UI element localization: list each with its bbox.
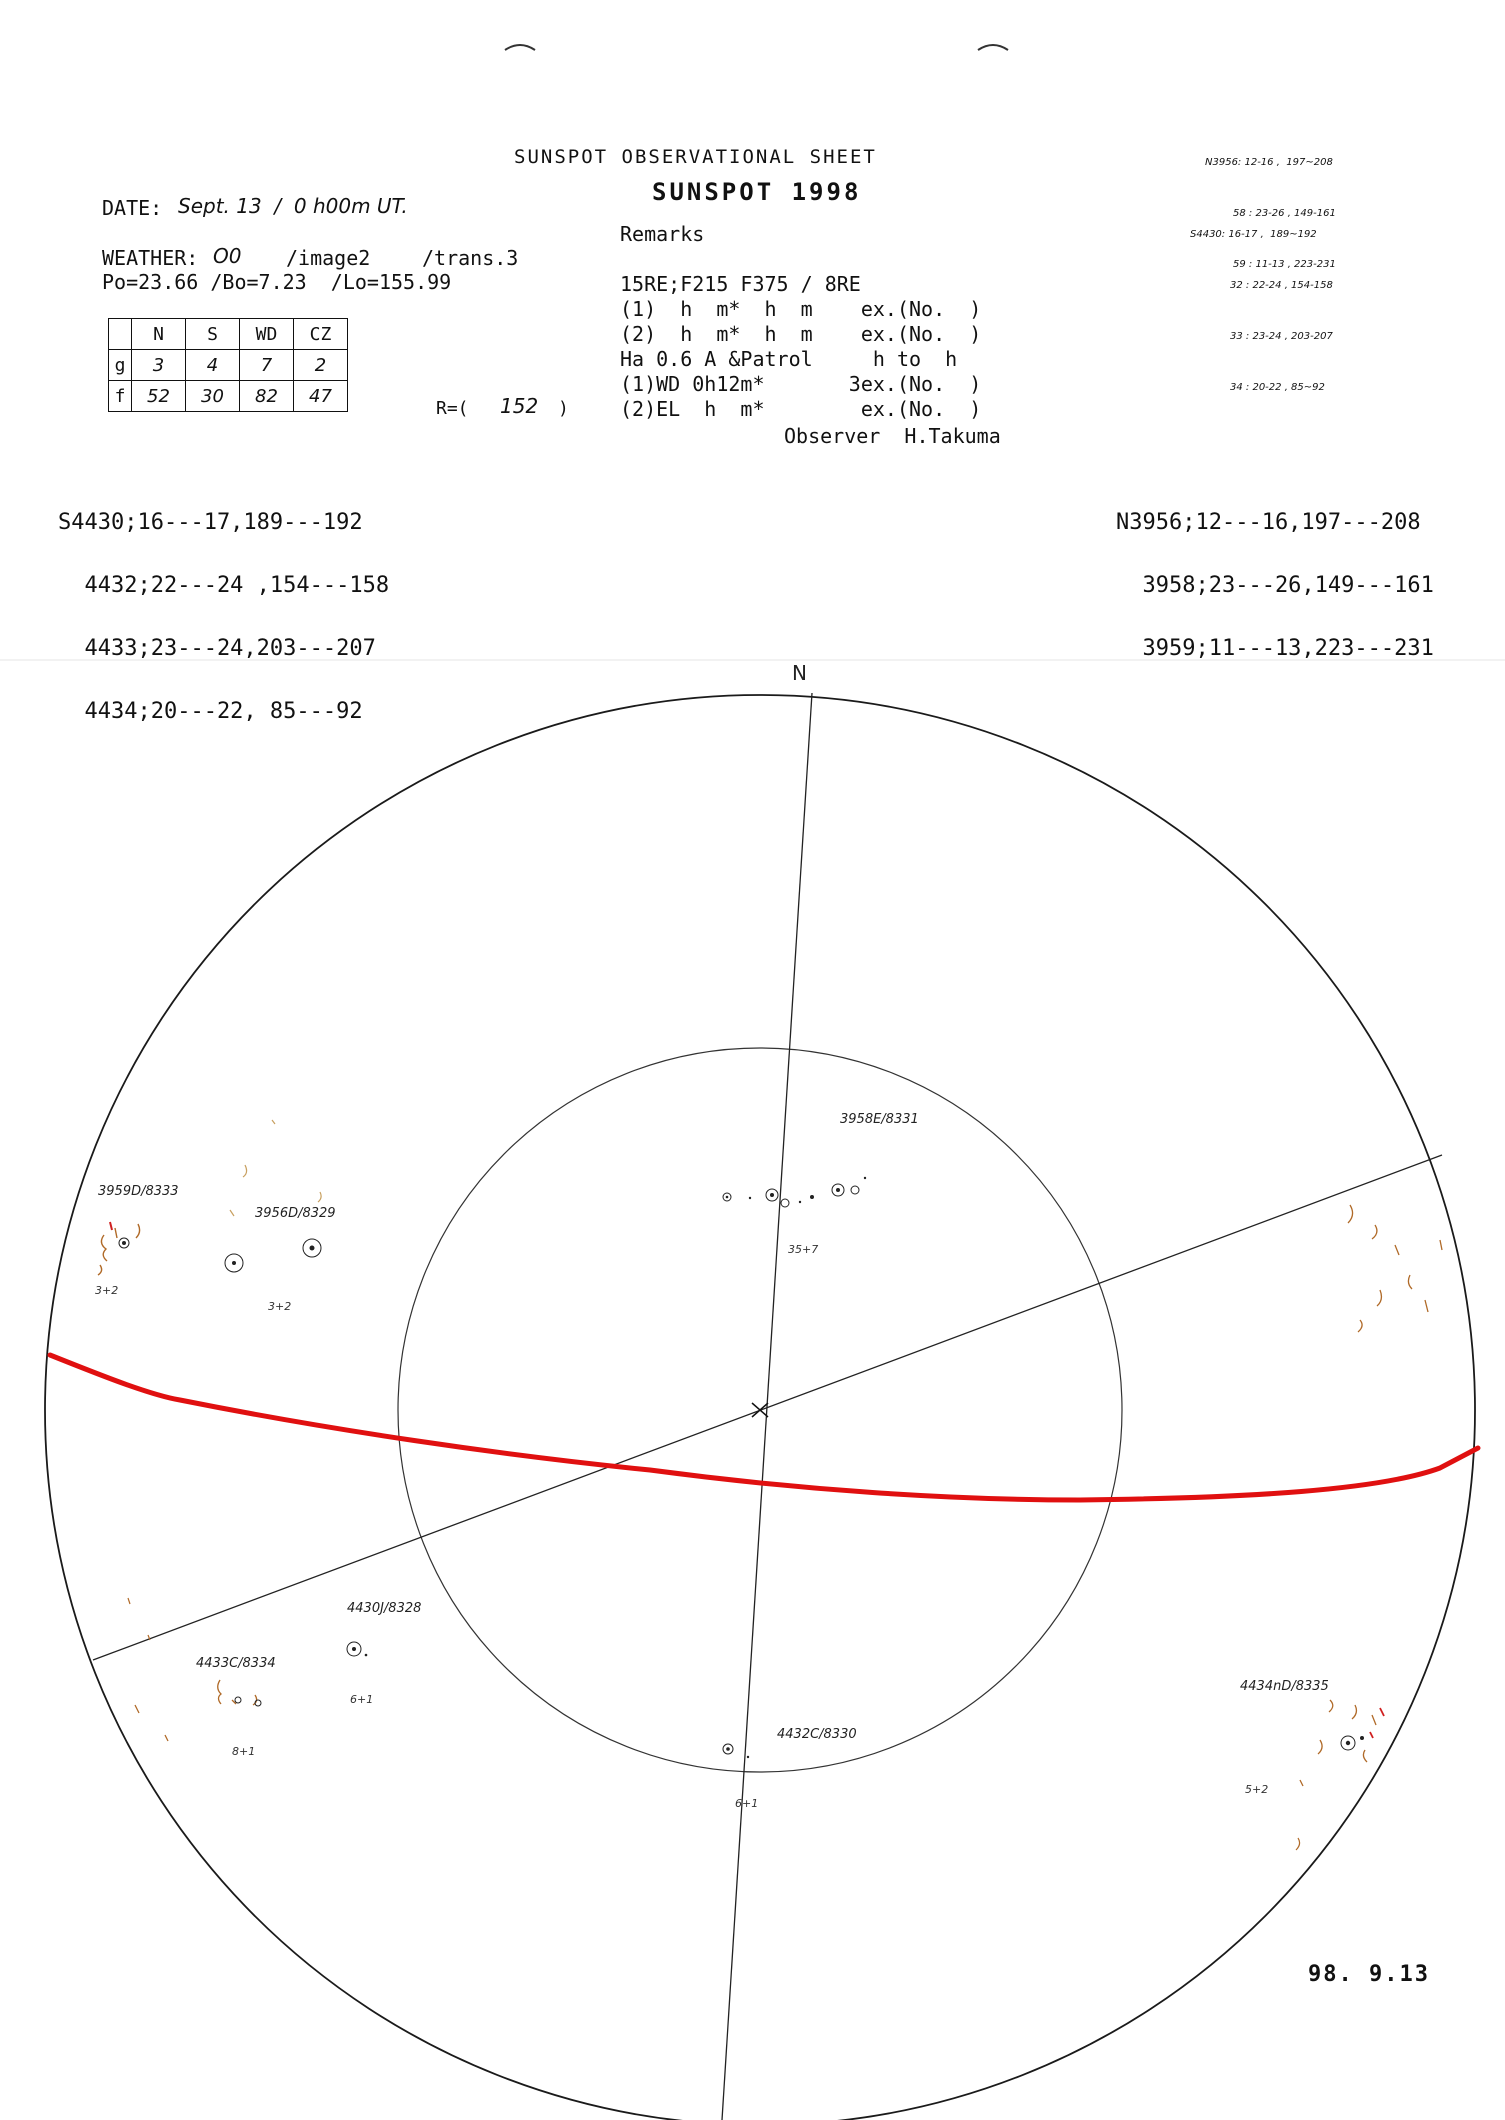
sunspot-umbra [770,1193,774,1197]
sunspot-group-4432 [723,1727,857,1810]
remarks-line: 15RE;F215 F375 / 8RE [620,272,861,296]
r-value: 152 [500,394,539,418]
facula-marks [98,1224,140,1275]
south-group-line: 4432;22---24 ,154---158 [58,573,390,598]
corner-note: 58 : 23-26 , 149-161 [1233,208,1336,219]
group-id-label: 4434nD/8335 [1240,1679,1329,1694]
group-id-label: 4433C/8334 [196,1656,276,1671]
image-value: /image2 [286,246,371,270]
remarks-line: (1)WD 0h12m* 3ex.(No. ) [620,372,982,396]
solar-equator-line [50,1355,1478,1500]
sunspot-umbra [232,1261,236,1265]
sunspot-umbra [726,1196,729,1199]
north-group-line: N3956;12---16,197---208 [1116,510,1421,535]
remarks-line: (2)EL h m* ex.(No. ) [620,397,982,421]
count-cell: 7 [240,350,294,381]
count-row-label: g [109,350,132,381]
observer: Observer H.Takuma [784,424,1001,448]
solar-disk-outline [45,695,1475,2120]
diameter-line [93,1155,1442,1660]
group-id-label: 3956D/8329 [255,1206,336,1221]
count-cell: 52 [132,381,186,412]
sunspot [781,1199,789,1207]
sunspot [235,1697,241,1703]
sunspot-pore [749,1197,751,1199]
count-header-s: S [186,319,240,350]
sunspot-group-3956 [225,1120,336,1313]
corner-note: S4430: 16-17 , 189~192 [1190,229,1317,240]
weather-value: O0 [213,244,242,268]
count-row-label: f [109,381,132,412]
count-cell: 47 [294,381,348,412]
south-group-line: 4433;23---24,203---207 [58,636,376,661]
sunspot-pore [365,1654,368,1657]
facula-marks [135,1680,257,1741]
group-id-label: 3958E/8331 [840,1112,919,1127]
limb-faculae [1348,1205,1442,1332]
rotation-axis-line [722,693,812,2120]
count-cell: 2 [294,350,348,381]
sunspot-pore [799,1201,801,1203]
remarks-line: Ha 0.6 A &Patrol h to h [620,347,958,371]
sunspot-umbra [836,1188,840,1192]
remarks-title: Remarks [620,222,705,246]
sunspot-group-4433 [135,1656,276,1758]
sheet-title: SUNSPOT OBSERVATIONAL SHEET [514,146,877,168]
sunspot-umbra [810,1195,814,1199]
sunspot-pore [747,1756,749,1758]
trans-value: /trans.3 [422,246,519,270]
date-label: DATE: [102,196,163,220]
sunspot-umbra [726,1747,730,1751]
north-mark: N [792,661,807,685]
sunspot-umbra [1346,1741,1350,1745]
sunspot-umbra [1360,1736,1364,1740]
date-value: Sept. 13 / 0 h00m UT. [178,194,408,218]
remarks-line: (2) h m* h m ex.(No. ) [620,322,982,346]
group-count-label: 6+1 [735,1797,759,1810]
north-group-line: 3959;11---13,223---231 [1116,636,1434,661]
count-cell: 82 [240,381,294,412]
group-id-label: 4432C/8330 [777,1727,857,1742]
corner-note: 32 : 22-24 , 154-158 [1230,280,1333,291]
facula-marks-red [110,1222,112,1230]
punch-hole-mark [505,45,535,50]
group-count-label: 5+2 [1245,1783,1269,1796]
weather-label: WEATHER: [102,246,199,270]
count-cell: 3 [132,350,186,381]
count-header-n: N [132,319,186,350]
limb-faculae [128,1598,1300,1850]
group-id-label: 3959D/8333 [98,1184,179,1199]
date-stamp: 98. 9.13 [1308,1962,1430,1987]
group-count-label: 6+1 [350,1693,374,1706]
south-group-line: S4430;16---17,189---192 [58,510,363,535]
remarks-line: (1) h m* h m ex.(No. ) [620,297,982,321]
sunspot-group-4430 [347,1601,421,1706]
count-cell: 4 [186,350,240,381]
year-title: SUNSPOT 1998 [652,178,862,206]
south-group-line: 4434;20---22, 85---92 [58,699,363,724]
facula-marks [230,1120,321,1216]
sunspot-group-3958 [723,1112,919,1256]
corner-note: 59 : 11-13 , 223-231 [1233,259,1336,270]
group-count-label: 3+2 [95,1284,119,1297]
group-id-label: 4430J/8328 [347,1601,422,1616]
count-header-cz: CZ [294,319,348,350]
r-label: R=( [436,398,469,419]
group-count-label: 8+1 [232,1745,256,1758]
sunspot [851,1186,859,1194]
corner-note: 33 : 23-24 , 203-207 [1230,331,1333,342]
group-count-label: 35+7 [788,1243,819,1256]
sunspot-umbra [352,1647,356,1651]
disk-center-cross [752,1403,768,1417]
sunspot-group-3959 [95,1184,179,1297]
punch-hole-mark [978,45,1008,50]
corner-note: 34 : 20-22 , 85~92 [1230,382,1325,393]
po-bo-lo: Po=23.66 /Bo=7.23 /Lo=155.99 [102,270,452,294]
r-close: ) [558,398,569,419]
north-group-line: 3958;23---26,149---161 [1116,573,1434,598]
sunspot-group-4434 [1240,1679,1384,1796]
sunspot-umbra [310,1246,315,1251]
count-cell: 30 [186,381,240,412]
facula-marks [1300,1700,1376,1786]
corner-note: N3956: 12-16 , 197~208 [1205,157,1333,168]
sunspot-umbra [122,1241,126,1245]
count-header-wd: WD [240,319,294,350]
sunspot-pore [864,1177,866,1179]
facula-marks-red [1370,1708,1384,1738]
group-count-label: 3+2 [268,1300,292,1313]
